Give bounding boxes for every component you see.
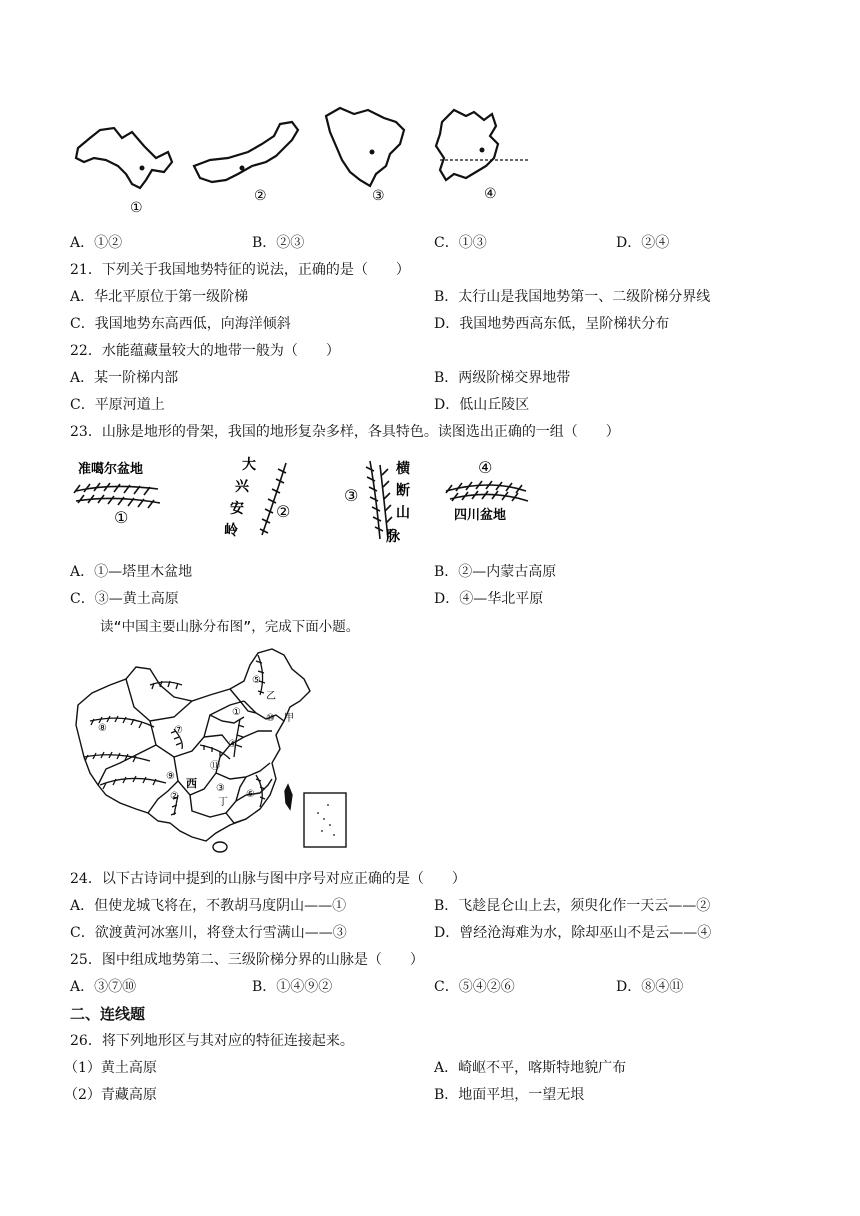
province-label-2: ② xyxy=(254,188,267,204)
map-char-ding: 丁 xyxy=(218,797,228,808)
map-intro: 读“中国主要山脉分布图”，完成下面小题。 xyxy=(100,619,360,635)
mountain-range-figure xyxy=(70,455,540,555)
fig2-char-3: 安 xyxy=(230,501,244,517)
fig2-char-4: 岭 xyxy=(224,523,238,539)
q25-option-d: D．⑧④⑪ xyxy=(616,979,684,995)
map-label-9: ⑨ xyxy=(166,771,175,782)
province-outline-2 xyxy=(194,122,298,182)
fig2-char-2: 兴 xyxy=(235,479,249,495)
fig2-mountain-hatch xyxy=(260,463,286,535)
q25-option-c: C．⑤④②⑥ xyxy=(434,979,515,995)
q22-option-c: C．平原河道上 xyxy=(70,397,165,413)
map-char-jia: 甲 xyxy=(284,713,294,724)
map-label-2: ② xyxy=(170,791,179,802)
q21-option-b: B．太行山是我国地势第一、二级阶梯分界线 xyxy=(434,289,711,305)
map-label-7: ⑦ xyxy=(174,725,183,736)
fig3-char-3: 山 xyxy=(396,505,410,521)
province-label-4: ④ xyxy=(484,186,497,202)
q22-option-a: A．某一阶梯内部 xyxy=(70,370,179,386)
china-mountains-map xyxy=(70,645,350,855)
province-label-1: ① xyxy=(130,200,143,216)
china-outline xyxy=(76,649,310,841)
fig1-number: ① xyxy=(114,508,129,527)
q25-stem: 25．图中组成地势第二、三级阶梯分界的山脉是（ ） xyxy=(70,952,424,968)
province-label-3: ③ xyxy=(372,188,385,204)
map-label-10: ⑩ xyxy=(266,713,275,724)
q24-option-a: A．但使龙城飞将在，不教胡马度阴山——① xyxy=(70,898,347,914)
q25-option-b: B．①④⑨② xyxy=(252,979,333,995)
q20-option-c: C．①③ xyxy=(434,235,487,251)
fig3-char-1: 横 xyxy=(396,461,410,477)
map-label-5: ⑤ xyxy=(252,675,261,686)
q26-stem: 26．将下列地形区与其对应的特征连接起来。 xyxy=(70,1033,354,1049)
q23-option-d: D．④—华北平原 xyxy=(434,591,544,607)
fig3-char-2: 断 xyxy=(396,483,410,499)
fig3-mountain-hatch xyxy=(366,461,393,539)
q21-option-d: D．我国地势西高东低，呈阶梯状分布 xyxy=(434,316,670,332)
map-label-11: ⑪ xyxy=(210,761,220,772)
map-label-6: ⑥ xyxy=(246,789,255,800)
fig4-mountain-hatch xyxy=(446,481,528,501)
province-outline-4 xyxy=(436,110,498,180)
q21-option-c: C．我国地势东高西低，向海洋倾斜 xyxy=(70,316,291,332)
province-outline-1 xyxy=(76,128,172,188)
q21-stem: 21．下列关于我国地势特征的说法，正确的是（ ） xyxy=(70,262,410,278)
q26-left-1: （1）黄土高原 xyxy=(64,1060,157,1076)
q24-option-b: B．飞趁昆仑山上去，须臾化作一天云——② xyxy=(434,898,711,914)
map-char-xi: 西 xyxy=(186,777,197,790)
fig1-mountain-hatch xyxy=(74,483,160,508)
q24-stem: 24．以下古诗词中提到的山脉与图中序号对应正确的是（ ） xyxy=(70,871,466,887)
q26-right-a: A．崎岖不平，喀斯特地貌广布 xyxy=(434,1060,627,1076)
province-outlines-figure xyxy=(70,100,540,220)
q22-option-b: B．两级阶梯交界地带 xyxy=(434,370,571,386)
fig4-basin-label: 四川盆地 xyxy=(454,508,507,523)
q23-option-a: A．①—塔里木盆地 xyxy=(70,564,193,580)
q20-option-a: A．①② xyxy=(70,235,123,251)
map-label-4: ④ xyxy=(228,739,237,750)
fig3-number: ③ xyxy=(344,486,359,505)
q23-option-c: C．③—黄土高原 xyxy=(70,591,179,607)
map-label-3: ③ xyxy=(216,783,225,794)
section-2-title: 二、连线题 xyxy=(70,1005,146,1023)
province-outline-3 xyxy=(326,108,404,186)
q26-right-b: B．地面平坦，一望无垠 xyxy=(434,1087,585,1103)
q25-option-a: A．③⑦⑩ xyxy=(70,979,137,995)
fig2-number: ② xyxy=(276,502,291,521)
fig3-char-4: 脉 xyxy=(386,529,400,545)
map-char-yi: 乙 xyxy=(266,691,276,702)
fig2-char-1: 大 xyxy=(242,457,256,473)
q22-option-d: D．低山丘陵区 xyxy=(434,397,530,413)
fig1-basin-label: 准噶尔盆地 xyxy=(78,462,144,477)
q26-left-2: （2）青藏高原 xyxy=(64,1087,157,1103)
q20-option-d: D．②④ xyxy=(616,235,670,251)
q24-option-d: D．曾经沧海难为水，除却巫山不是云——④ xyxy=(434,925,712,941)
q20-option-b: B．②③ xyxy=(252,235,305,251)
q22-stem: 22．水能蕴藏量较大的地带一般为（ ） xyxy=(70,343,340,359)
q24-option-c: C．欲渡黄河冰塞川，将登太行雪满山——③ xyxy=(70,925,347,941)
fig4-number: ④ xyxy=(478,458,493,477)
q23-stem: 23．山脉是地形的骨架，我国的地形复杂多样，各具特色。读图选出正确的一组（ ） xyxy=(70,424,620,440)
q21-option-a: A．华北平原位于第一级阶梯 xyxy=(70,289,249,305)
q23-option-b: B．②—内蒙古高原 xyxy=(434,564,557,580)
map-label-8: ⑧ xyxy=(98,723,107,734)
map-label-1: ① xyxy=(232,707,241,718)
